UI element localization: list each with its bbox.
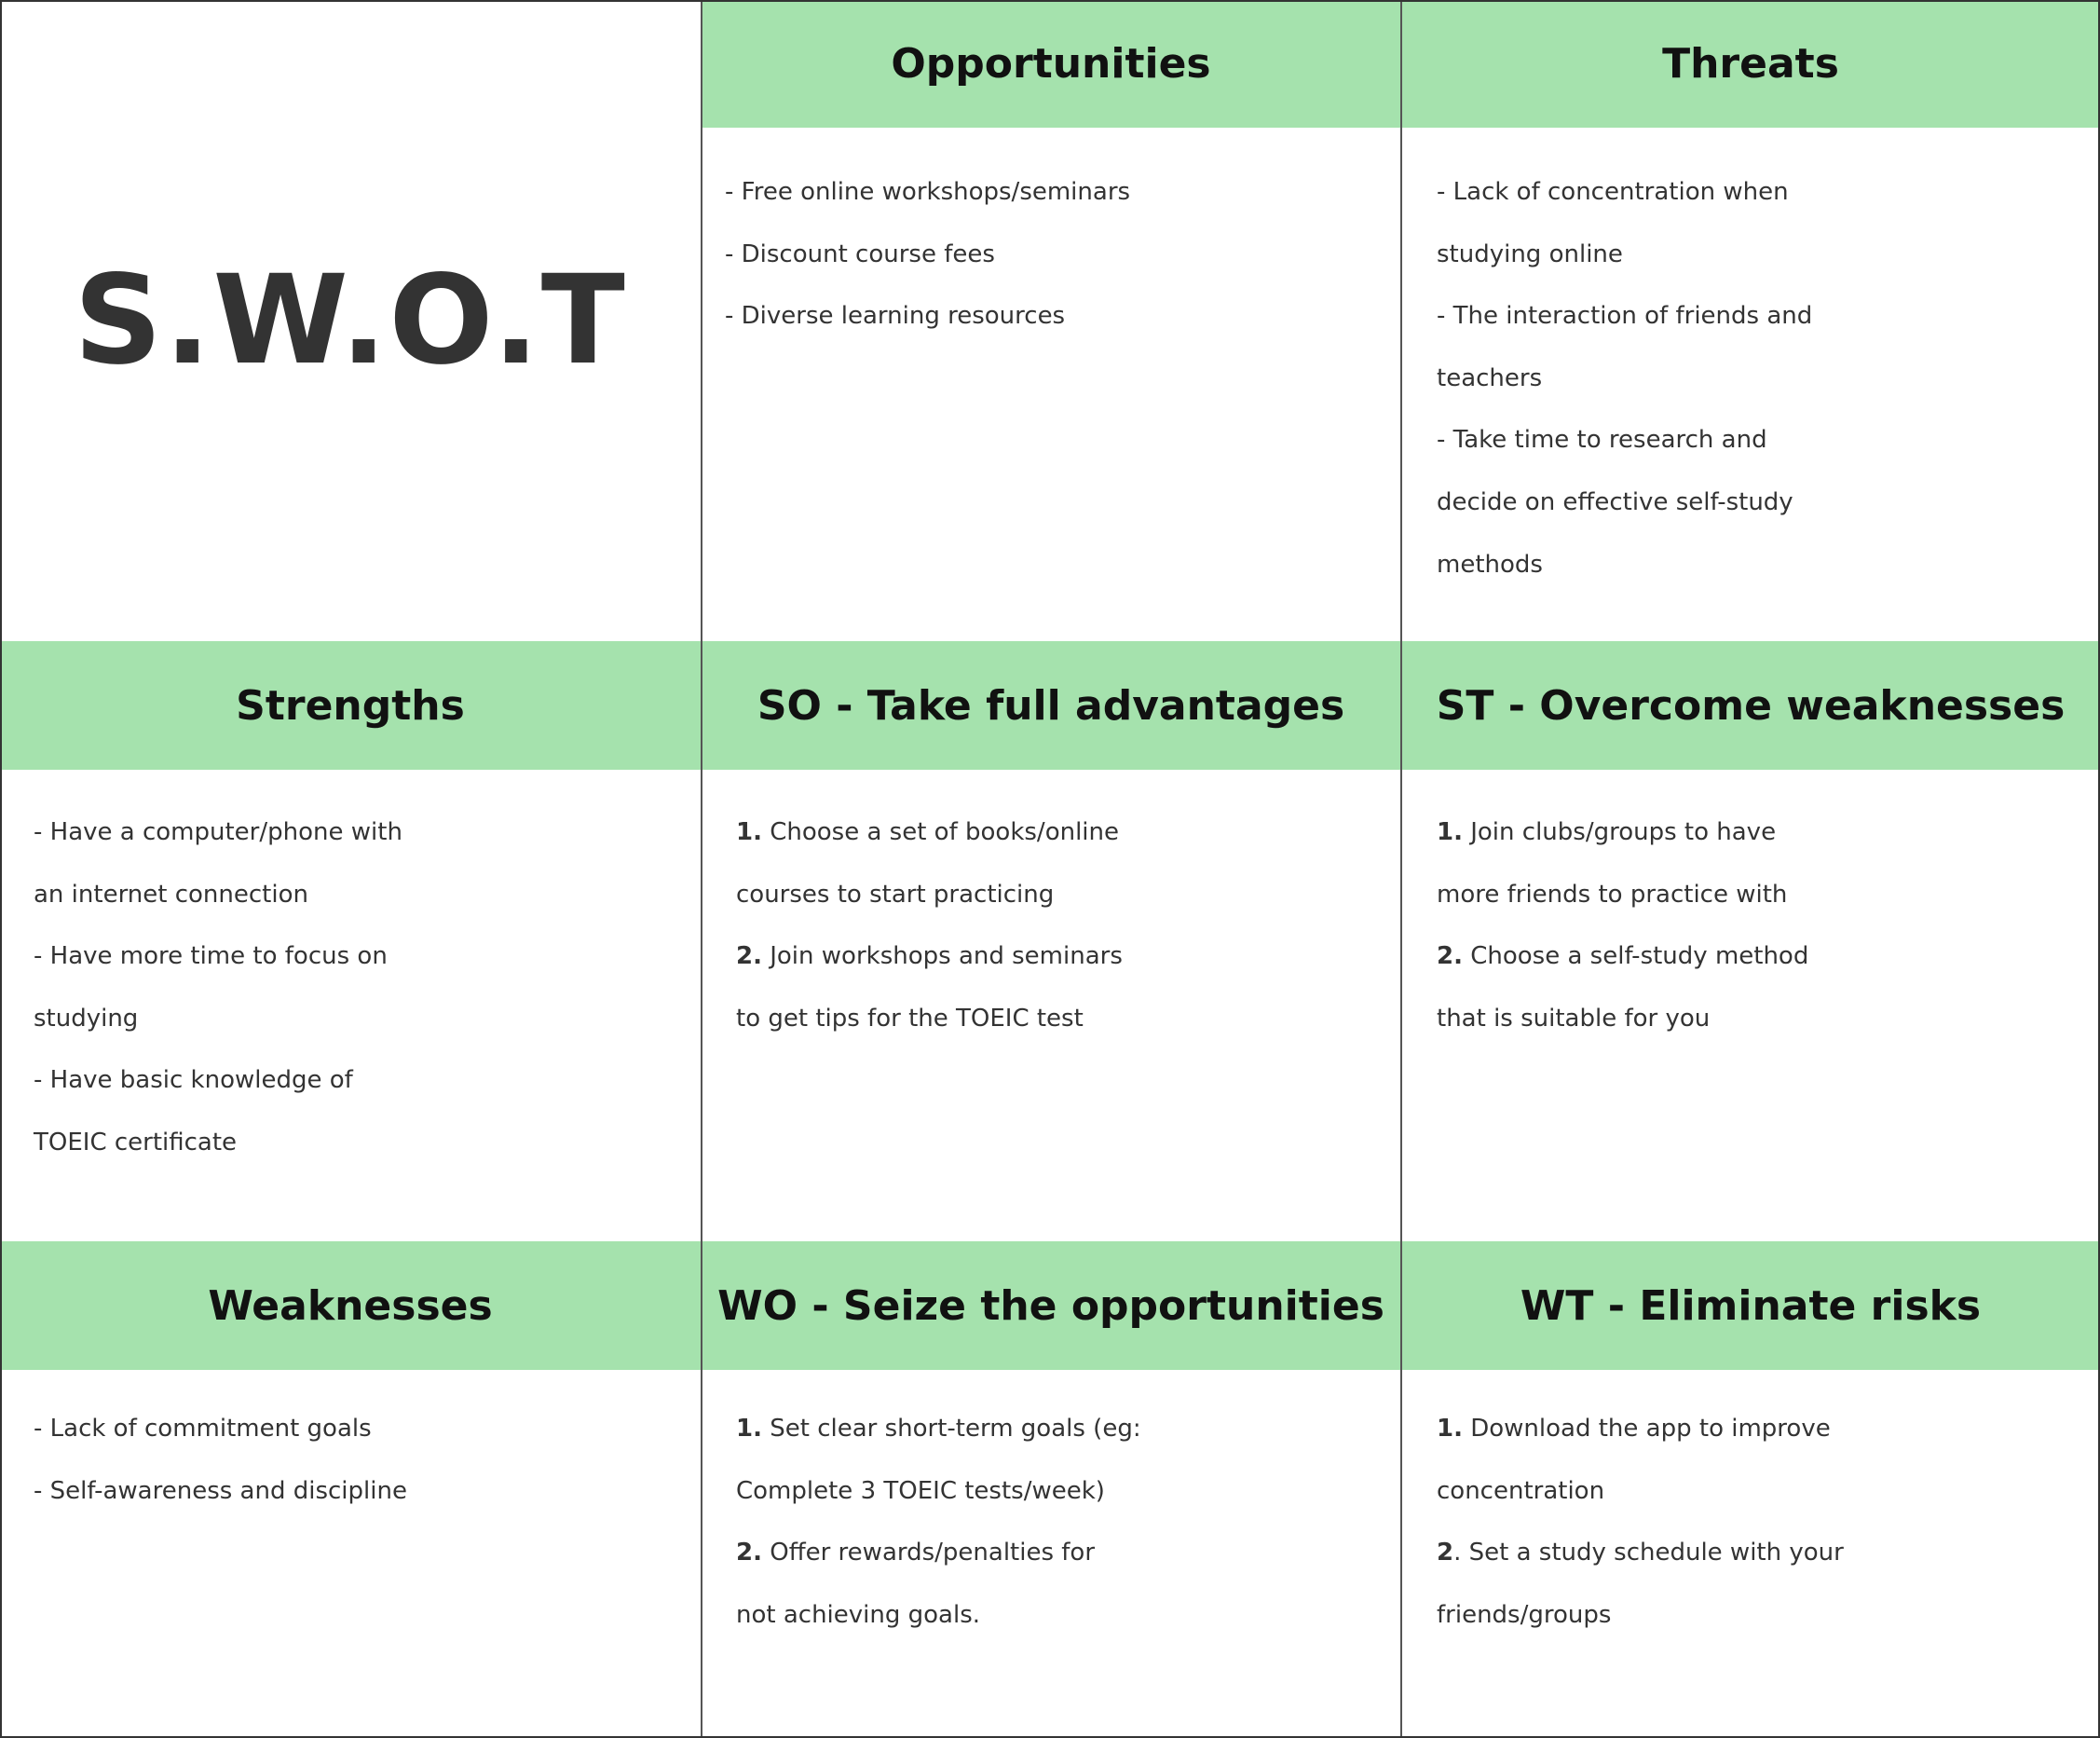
weaknesses-header-label: Weaknesses (208, 1281, 493, 1330)
item-text: Join clubs/groups to have (1462, 818, 1777, 846)
list-item (1437, 1584, 2100, 1647)
wt-body (1401, 1370, 2100, 1738)
item-text: Choose a set of books/online (761, 818, 1119, 846)
item-text: Join workshops and seminars (761, 942, 1123, 971)
st-header-label: ST - Overcome weaknesses (1436, 681, 2066, 730)
item-number: 2. (736, 1539, 762, 1567)
opportunities-body (701, 128, 1401, 641)
so-body (701, 770, 1401, 1241)
item-text: friends/groups (1437, 1600, 1612, 1629)
opportunities-header (701, 0, 1401, 128)
list-item: decide on effective self-study (1437, 487, 1793, 516)
item-number: 2. (1437, 942, 1463, 971)
opportunities-header-label: Opportunities (891, 40, 1211, 88)
weaknesses-body (0, 1370, 701, 1738)
item-number: 1. (736, 1415, 762, 1443)
st-body (1401, 770, 2100, 1241)
wo-header-label: WO - Seize the opportunities (717, 1281, 1384, 1330)
item-text: Set clear short-term goals (eg: (761, 1415, 1141, 1443)
item-text: courses to start practicing (736, 880, 1055, 909)
item-number: 1. (736, 818, 762, 846)
item-text: Offer rewards/penalties for (761, 1539, 1096, 1567)
list-item: - Lack of concentration when (1437, 178, 1789, 206)
item-text: not achieving goals. (736, 1600, 981, 1629)
list-item (736, 1460, 1401, 1523)
column-divider (1400, 0, 1402, 1738)
so-header (701, 641, 1401, 770)
list-item: - The interaction of friends and (1437, 302, 1813, 331)
list-item (1437, 801, 2100, 864)
list-item: - Lack of commitment goals (34, 1415, 372, 1443)
list-item: - Diverse learning resources (725, 302, 1066, 331)
strengths-body (0, 770, 701, 1241)
list-item: - Have basic knowledge of (34, 1066, 353, 1095)
list-item: - Self-awareness and discipline (34, 1476, 407, 1505)
list-item (736, 864, 1401, 926)
item-text: to get tips for the TOEIC test (736, 1004, 1084, 1033)
swot-title-cell (0, 0, 701, 641)
list-item: - Discount course fees (725, 239, 995, 268)
list-item: an internet connection (34, 880, 308, 909)
list-item: - Have more time to focus on (34, 942, 388, 971)
item-text: Choose a self-study method (1462, 942, 1809, 971)
list-item: TOEIC certificate (34, 1128, 238, 1156)
item-text: more friends to practice with (1437, 880, 1788, 909)
list-item: - Take time to research and (1437, 426, 1767, 455)
strengths-header (0, 641, 701, 770)
list-item: - Have a computer/phone with (34, 818, 402, 846)
list-item (1437, 1460, 2100, 1523)
wt-header-label: WT - Eliminate risks (1520, 1281, 1982, 1330)
item-text: concentration (1437, 1476, 1605, 1505)
list-item: - Free online workshops/seminars (725, 178, 1131, 206)
item-number: 2 (1437, 1539, 1454, 1567)
list-item: teachers (1437, 363, 1543, 392)
column-divider (701, 0, 702, 1738)
item-text: . Set a study schedule with your (1453, 1539, 1844, 1567)
list-item (1437, 864, 2100, 926)
st-header (1401, 641, 2100, 770)
item-number: 1. (1437, 818, 1463, 846)
list-item (736, 988, 1401, 1050)
threats-header-label: Threats (1662, 40, 1839, 88)
list-item (736, 1584, 1401, 1647)
wt-header (1401, 1241, 2100, 1370)
item-number: 1. (1437, 1415, 1463, 1443)
list-item (1437, 925, 2100, 988)
list-item (1437, 988, 2100, 1050)
wo-body (701, 1370, 1401, 1738)
list-item (736, 1522, 1401, 1584)
list-item: studying online (1437, 239, 1623, 268)
list-item (736, 801, 1401, 864)
threats-body (1401, 128, 2100, 641)
item-text: that is suitable for you (1437, 1004, 1711, 1033)
wo-header (701, 1241, 1401, 1370)
list-item (1437, 1522, 2100, 1584)
item-number: 2. (736, 942, 762, 971)
list-item (736, 1398, 1401, 1460)
list-item (736, 925, 1401, 988)
weaknesses-header (0, 1241, 701, 1370)
swot-title: S.W.O.T (74, 249, 627, 392)
strengths-header-label: Strengths (236, 681, 465, 730)
so-header-label: SO - Take full advantages (757, 681, 1345, 730)
item-text: Download the app to improve (1462, 1415, 1831, 1443)
list-item: methods (1437, 550, 1543, 579)
threats-header (1401, 0, 2100, 128)
list-item (1437, 1398, 2100, 1460)
item-text: Complete 3 TOEIC tests/week) (736, 1476, 1105, 1505)
list-item: studying (34, 1004, 139, 1033)
